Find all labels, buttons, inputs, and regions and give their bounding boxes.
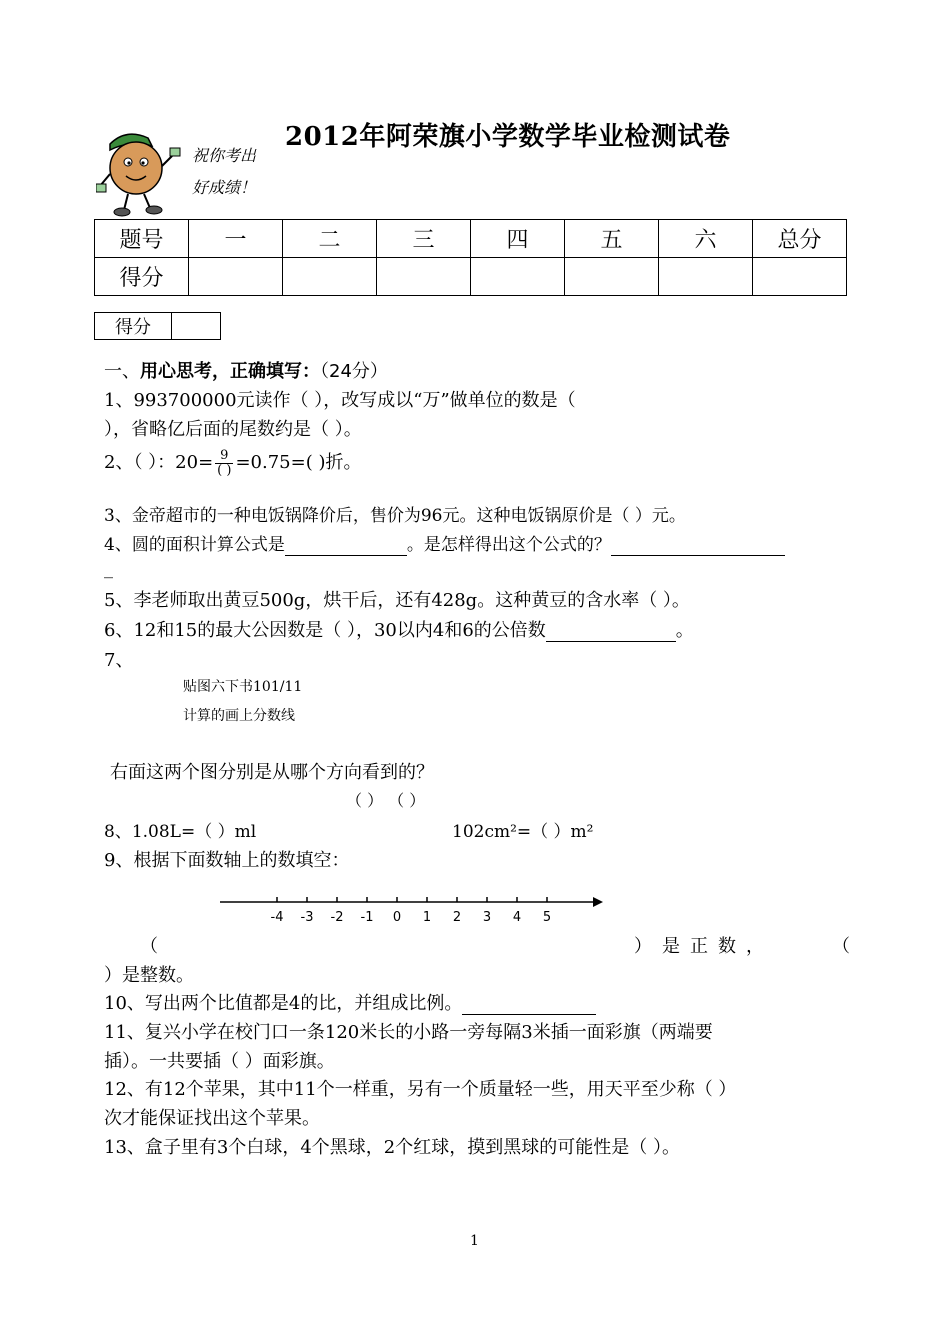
row-label-cell: 得分 xyxy=(95,258,189,296)
question-1-line-2: ），省略亿后面的尾数约是（ ）。 xyxy=(104,419,362,440)
score-cell[interactable] xyxy=(659,258,753,296)
score-cell[interactable] xyxy=(377,258,471,296)
question-7-note-2: 计算的画上分数线 xyxy=(183,708,295,724)
question-7-text: 右面这两个图分别是从哪个方向看到的？ xyxy=(110,762,434,783)
question-6-blank[interactable] xyxy=(546,620,676,642)
number-line-tick-label: 1 xyxy=(422,910,432,925)
score-table-score-row xyxy=(95,258,847,296)
header-cell: 六 xyxy=(659,220,753,258)
section-score-cell[interactable] xyxy=(172,313,221,340)
question-13: 13、盒子里有3个白球，4个黑球，2个红球，摸到黑球的可能性是（ ）。 xyxy=(104,1137,680,1158)
question-10-text: 10、写出两个比值都是4的比，并组成比例。 xyxy=(104,993,463,1014)
number-line-tick-label: -1 xyxy=(360,910,374,925)
number-line-tick-label: 3 xyxy=(482,910,492,925)
page-number: 1 xyxy=(470,1233,479,1249)
score-table-header-row xyxy=(95,220,847,258)
question-10 xyxy=(104,989,596,1015)
question-2 xyxy=(104,448,361,478)
fraction-denominator: ( ) xyxy=(217,462,232,478)
header-cell: 总分 xyxy=(753,220,847,258)
section-1-points: （24分） xyxy=(320,361,388,382)
question-9-positive-label: ）是正数， xyxy=(634,936,774,957)
score-cell[interactable] xyxy=(471,258,565,296)
question-6-tail: 。 xyxy=(675,620,694,641)
header-cell: 三 xyxy=(377,220,471,258)
number-line-svg xyxy=(215,888,605,932)
number-line-tick-label: -3 xyxy=(300,910,314,925)
mascot-illustration xyxy=(96,128,276,220)
question-4 xyxy=(104,530,785,556)
score-cell[interactable] xyxy=(283,258,377,296)
question-7-number: 7、 xyxy=(104,650,134,671)
question-3: 3、金帝超市的一种电饭锅降价后，售价为96元。这种电饭锅原价是（ ）元。 xyxy=(104,506,686,526)
question-9-line-2: ）是整数。 xyxy=(104,965,194,986)
question-4-text-2: 。是怎样得出这个公式的？ xyxy=(406,535,611,555)
section-score-box xyxy=(94,312,221,340)
question-1-line-1: 1、993700000元读作（ ），改写成以“万”做单位的数是（ xyxy=(104,390,576,411)
question-2-part-b: =0.75=( )折。 xyxy=(235,452,362,473)
question-9: 9、根据下面数轴上的数填空： xyxy=(104,850,350,871)
question-5: 5、李老师取出黄豆500g，烘干后，还有428g。这种黄豆的含水率（ ）。 xyxy=(104,590,690,611)
section-1-title: 用心思考，正确填写： xyxy=(140,361,320,382)
question-9-open-paren: （ xyxy=(140,936,158,957)
header-cell: 四 xyxy=(471,220,565,258)
number-line-tick-label: 4 xyxy=(512,910,522,925)
question-4-answer-blank[interactable] xyxy=(285,535,407,556)
fraction-numerator: 9 xyxy=(215,449,233,464)
score-cell[interactable] xyxy=(753,258,847,296)
question-2-part-a: 2、（ ）：20= xyxy=(104,452,214,473)
header-cell: 二 xyxy=(283,220,377,258)
header-cell: 一 xyxy=(189,220,283,258)
section-1-heading xyxy=(104,357,388,383)
question-7-note-1: 贴图六下书101/11 xyxy=(183,679,303,695)
question-9-close-paren: （ xyxy=(832,936,850,957)
number-line-tick-label: 0 xyxy=(392,910,402,925)
question-6 xyxy=(104,616,694,642)
number-line-arrow-icon xyxy=(593,897,603,907)
question-10-blank[interactable] xyxy=(462,993,596,1015)
question-12-line-2: 次才能保证找出这个苹果。 xyxy=(104,1108,320,1129)
number-line-tick-label: -2 xyxy=(330,910,344,925)
question-12-line-1: 12、有12个苹果，其中11个一样重，另有一个质量轻一些，用天平至少称（ ） xyxy=(104,1079,737,1100)
number-line-tick-label: 5 xyxy=(542,910,552,925)
section-score-label: 得分 xyxy=(95,313,172,340)
question-11-line-2: 插）。一共要插（ ）面彩旗。 xyxy=(104,1051,335,1072)
score-table xyxy=(94,219,847,296)
number-line-tick-label: -4 xyxy=(270,910,284,925)
fraction xyxy=(215,449,233,478)
question-4-tail: _ xyxy=(104,558,113,579)
header-cell: 题号 xyxy=(95,220,189,258)
number-line xyxy=(215,888,605,936)
question-4-explain-blank[interactable] xyxy=(611,535,785,556)
question-4-text: 4、圆的面积计算公式是 xyxy=(104,535,285,555)
blessing-line-1: 祝你考出 xyxy=(192,146,257,165)
blessing-line-2: 好成绩！ xyxy=(192,178,257,197)
section-1-number: 一、 xyxy=(104,361,140,382)
question-8-part-a: 8、1.08L=（ ）ml xyxy=(104,822,257,842)
question-6-text: 6、12和15的最大公因数是（ ），30以内4和6的公倍数 xyxy=(104,620,546,641)
number-line-tick-label: 2 xyxy=(452,910,462,925)
page-title: 2012年阿荣旗小学数学毕业检测试卷 xyxy=(285,122,731,152)
score-cell[interactable] xyxy=(189,258,283,296)
question-8-part-b: 102cm²=（ ）m² xyxy=(452,822,594,842)
question-11-line-1: 11、复兴小学在校门口一条120米长的小路一旁每隔3米插一面彩旗（两端要 xyxy=(104,1022,713,1043)
mascot-icon xyxy=(96,128,276,220)
header-cell: 五 xyxy=(565,220,659,258)
question-7-blanks: （ ） （ ） xyxy=(346,791,426,810)
score-cell[interactable] xyxy=(565,258,659,296)
